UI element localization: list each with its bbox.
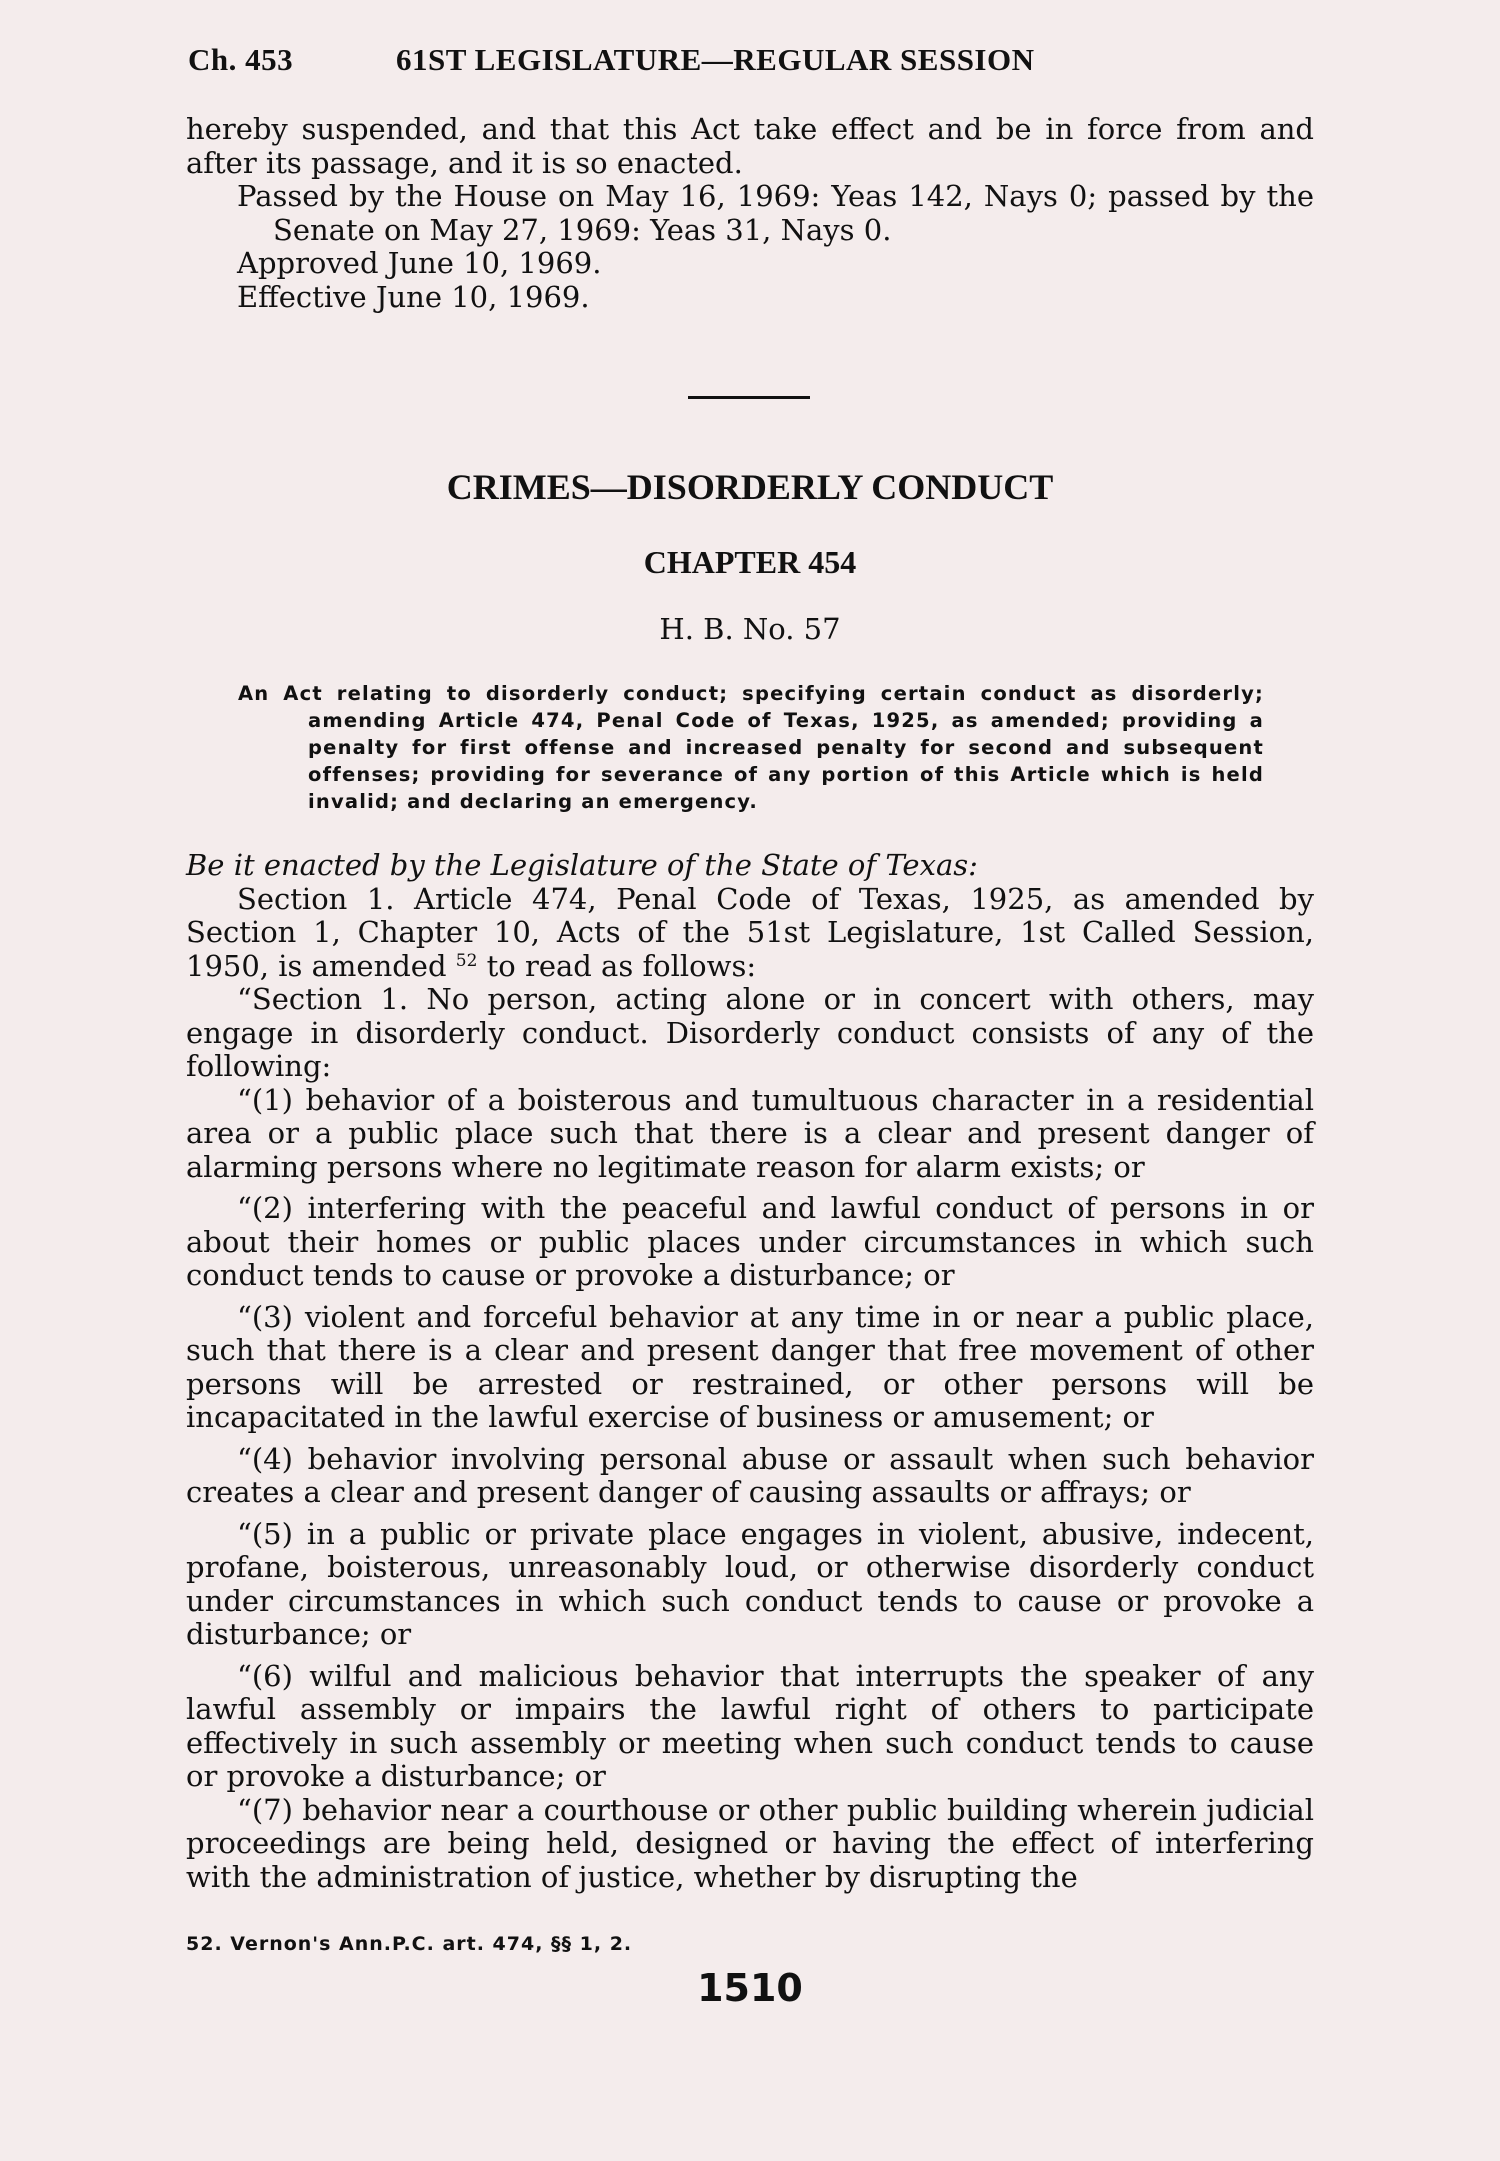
- footnote: 52. Vernon's Ann.P.C. art. 474, §§ 1, 2.: [186, 1933, 633, 1955]
- approved-date: Approved June 10, 1969.: [237, 246, 602, 280]
- enacting-clause: Be it enacted by the Legislature of the State of Texas:: [186, 848, 978, 882]
- act-title: CRIMES—DISORDERLY CONDUCT: [446, 467, 1054, 507]
- page-number: 1510: [697, 1966, 803, 2010]
- footnote-ref: 52: [455, 950, 478, 971]
- effective-date: Effective June 10, 1969.: [237, 279, 590, 314]
- running-header: [188, 42, 1035, 78]
- section-divider: [688, 396, 810, 399]
- bill-number: H. B. No. 57: [659, 612, 841, 646]
- act-caption: An Act relating to disorderly conduct; specifying certain conduct as disorderly; amending Article 474, Penal Code of Texas, 1925, as amended; providing a penalty for first offense and increased penalty for second and subsequent offenses; providing for severance of any portion of this Article which is held invalid; and declaring an emergency.: [238, 682, 1264, 813]
- act-caption-block: [238, 680, 1264, 815]
- section-1: [186, 883, 1314, 984]
- passage-record: Passed by the House on May 16, 1969: Yeas 142, Nays 0; passed by the Senate on May 27, 1969: Yeas 31, Nays 0.: [237, 179, 1314, 247]
- act-body: [186, 849, 1314, 1894]
- quoted-section-1: “Section 1. No person, acting alone or in concert with others, may engage in disorderly conduct. Disorderly conduct consists of any of the following:: [186, 982, 1314, 1083]
- list-item: “(2) interfering with the peaceful and lawful conduct of persons in or about their homes or public places under circumstances in which such conduct tends to cause or provoke a disturbance; or: [186, 1191, 1314, 1292]
- header-running-title: 61ST LEGISLATURE—REGULAR SESSION: [396, 42, 1035, 77]
- prior-act-closing: [186, 113, 1314, 314]
- list-item: “(1) behavior of a boisterous and tumultuous character in a residential area or a public place such that there is a clear and present danger of alarming persons where no legitimate reason for alarm exists; or: [186, 1082, 1314, 1184]
- act-chapter: CHAPTER 454: [643, 544, 857, 580]
- header-chapter: Ch. 453: [188, 42, 294, 77]
- list-item: “(3) violent and forceful behavior at any time in or near a public place, such that there is a clear and present danger that free movement of other persons will be arrested or restrained, or other persons will be incapacitated in the lawful exercise of business or amusement; or: [186, 1299, 1314, 1434]
- section-1-text-end: to read as follows:: [486, 948, 757, 983]
- section-1-text: Section 1. Article 474, Penal Code of Texas, 1925, as amended by Section 1, Chapter 10, Acts of the 51st Legislature, 1st Called Session, 1950, is amended: [186, 881, 1314, 983]
- list-item: “(4) behavior involving personal abuse or assault when such behavior creates a clear and present danger of causing assaults or affrays; or: [186, 1441, 1314, 1509]
- list-item: “(7) behavior near a courthouse or other public building wherein judicial proceedings are being held, designed or having the effect of interfering with the administration of justice, whether by disrupting the: [186, 1792, 1314, 1894]
- list-item: “(6) wilful and malicious behavior that interrupts the speaker of any lawful assembly or impairs the lawful right of others to participate effectively in such assembly or meeting when such conduct tends to cause or provoke a disturbance; or: [186, 1658, 1314, 1793]
- closing-text: hereby suspended, and that this Act take effect and be in force from and after its passage, and it is so enacted.: [186, 112, 1314, 180]
- list-item: “(5) in a public or private place engages in violent, abusive, indecent, profane, boisterous, unreasonably loud, or otherwise disorderly conduct under circumstances in which such conduct tends to cause or provoke a disturbance; or: [186, 1516, 1314, 1651]
